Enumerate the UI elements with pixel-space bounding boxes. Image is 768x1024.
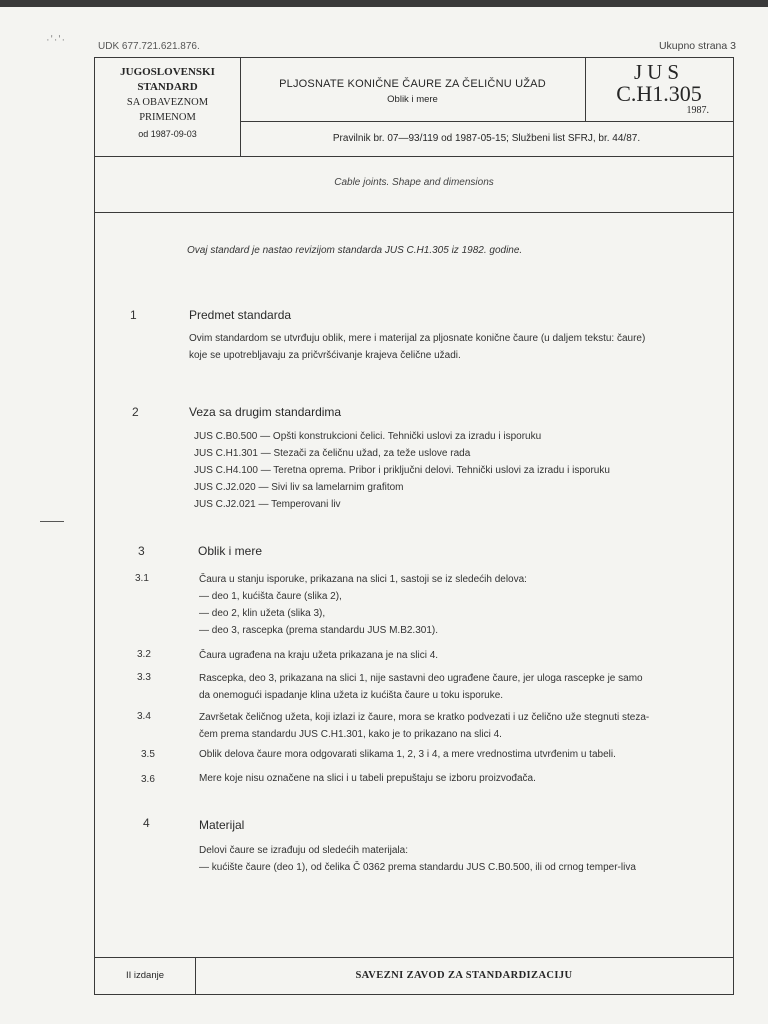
text-line: Oblik delova čaure mora odgovarati slikama 1, 2, 3 i 4, a mere vrednostima utvrđenim u tabeli. xyxy=(199,749,616,760)
text-line: Delovi čaure se izrađuju od sledećih materijala: xyxy=(199,845,408,856)
item-3-6-text xyxy=(199,770,536,787)
text-line: Mere koje nisu označene na slici i u tabeli prepuštaju se izboru proizvođača. xyxy=(199,773,536,784)
item-3-1-text xyxy=(199,571,527,639)
intro-note: Ovaj standard je nastao revizijom standarda JUS C.H1.305 iz 1982. godine. xyxy=(187,245,523,256)
std-line-2: STANDARD xyxy=(137,81,198,93)
item-number: 3.2 xyxy=(137,649,151,660)
text-line: — deo 1, kućišta čaure (slika 2), xyxy=(199,591,342,602)
item-number: 3.4 xyxy=(137,711,151,722)
std-line-4: PRIMENOM xyxy=(139,112,196,123)
document-title: PLJOSNATE KONIČNE ČAURE ZA ČELIČNU UŽAD xyxy=(279,78,546,90)
item-number: 3.3 xyxy=(137,672,151,683)
english-title: Cable joints. Shape and dimensions xyxy=(334,177,494,188)
text-line: — deo 3, rascepka (prema standardu JUS M.B2.301). xyxy=(199,625,439,636)
std-line-1: JUGOSLOVENSKI xyxy=(120,66,215,78)
section-2-number: 2 xyxy=(132,405,139,419)
standard-year: 1987. xyxy=(686,105,709,116)
margin-rule xyxy=(40,521,64,522)
section-2-title: Veza sa drugim standardima xyxy=(189,405,342,419)
item-number: 3.6 xyxy=(141,774,155,785)
document-subtitle: Oblik i mere xyxy=(387,94,438,105)
reference-line: JUS C.H1.301 — Stezači za čeličnu užad, za teže uslove rada xyxy=(194,448,471,459)
reference-line: JUS C.B0.500 — Opšti konstrukcioni čelici. Tehnički uslovi za izradu i isporuku xyxy=(194,431,542,442)
scan-noise-mark: ·ʹ·ʹ· xyxy=(46,34,67,46)
std-date: od 1987-09-03 xyxy=(138,129,197,139)
text-line: Čaura u stanju isporuke, prikazana na slici 1, sastoji se iz sledećih delova: xyxy=(199,574,527,585)
jus-label: JUS xyxy=(633,60,685,84)
item-number: 3.1 xyxy=(135,573,149,584)
section-1-number: 1 xyxy=(130,308,137,322)
section-2-references xyxy=(194,428,610,513)
udk-code: UDK 677.721.621.876. xyxy=(98,41,200,52)
item-3-5-text xyxy=(199,746,616,763)
section-3-title: Oblik i mere xyxy=(198,544,263,558)
item-number: 3.5 xyxy=(141,749,155,760)
text-line: — kućište čaure (deo 1), od čelika Č 0362 prema standardu JUS C.B0.500, ili od crnog temper-liva xyxy=(199,862,636,873)
reference-line: JUS C.H4.100 — Teretna oprema. Pribor i priključni delovi. Tehnički uslovi za izradu i isporuku xyxy=(194,465,610,476)
item-3-4-text xyxy=(199,709,649,743)
text-line: Čaura ugrađena na kraju užeta prikazana je na slici 4. xyxy=(199,650,439,661)
scan-top-edge xyxy=(0,0,768,7)
std-line-3: SA OBAVEZNOM xyxy=(126,97,209,108)
reference-line: JUS C.J2.021 — Temperovani liv xyxy=(194,499,341,510)
header-bottom-rule xyxy=(95,156,733,157)
text-line: Rascepka, deo 3, prikazana na slici 1, nije sastavni deo ugrađene čaure, jer uloga rascepke je samo xyxy=(199,673,643,684)
section-3-number: 3 xyxy=(138,544,145,558)
standard-code-box xyxy=(585,58,733,121)
title-box xyxy=(240,58,585,121)
regulation-reference: Pravilnik br. 07—93/119 od 1987-05-15; Službeni list SFRJ, br. 44/87. xyxy=(332,133,641,144)
text-line: Ovim standardom se utvrđuju oblik, mere i materijal za pljosnate konične čaure (u daljem tekstu: čaure) xyxy=(189,333,646,344)
english-title-rule xyxy=(95,212,733,213)
reference-line: JUS C.J2.020 — Sivi liv sa lamelarnim grafitom xyxy=(194,482,404,493)
item-3-3-text xyxy=(199,670,643,704)
text-line: — deo 2, klin užeta (slika 3), xyxy=(199,608,326,619)
edition-label: II izdanje xyxy=(125,970,165,981)
text-line: Završetak čeličnog užeta, koji izlazi iz čaure, mora se kratko podvezati i uz čelično uže stegnuti steza- xyxy=(199,712,650,723)
page-count: Ukupno strana 3 xyxy=(658,40,736,52)
text-line: koje se upotrebljavaju za pričvršćivanje krajeva čelične užadi. xyxy=(189,350,461,361)
publisher-label: SAVEZNI ZAVOD ZA STANDARDIZACIJU xyxy=(355,970,573,981)
item-3-2-text xyxy=(199,647,438,664)
section-1-text xyxy=(189,330,645,364)
section-4-number: 4 xyxy=(143,816,150,830)
document-frame xyxy=(94,57,734,995)
text-line: da onemogući ispadanje klina užeta iz kućišta čaure u toku isporuke. xyxy=(199,690,504,701)
section-1-title: Predmet standarda xyxy=(189,308,292,322)
section-4-text xyxy=(199,842,636,876)
standard-status-box xyxy=(95,58,240,156)
standard-number: C.H1.305 xyxy=(616,81,702,106)
text-line: čem prema standardu JUS C.H1.301, kako je to prikazano na slici 4. xyxy=(199,729,502,740)
section-4-title: Materijal xyxy=(199,818,245,832)
